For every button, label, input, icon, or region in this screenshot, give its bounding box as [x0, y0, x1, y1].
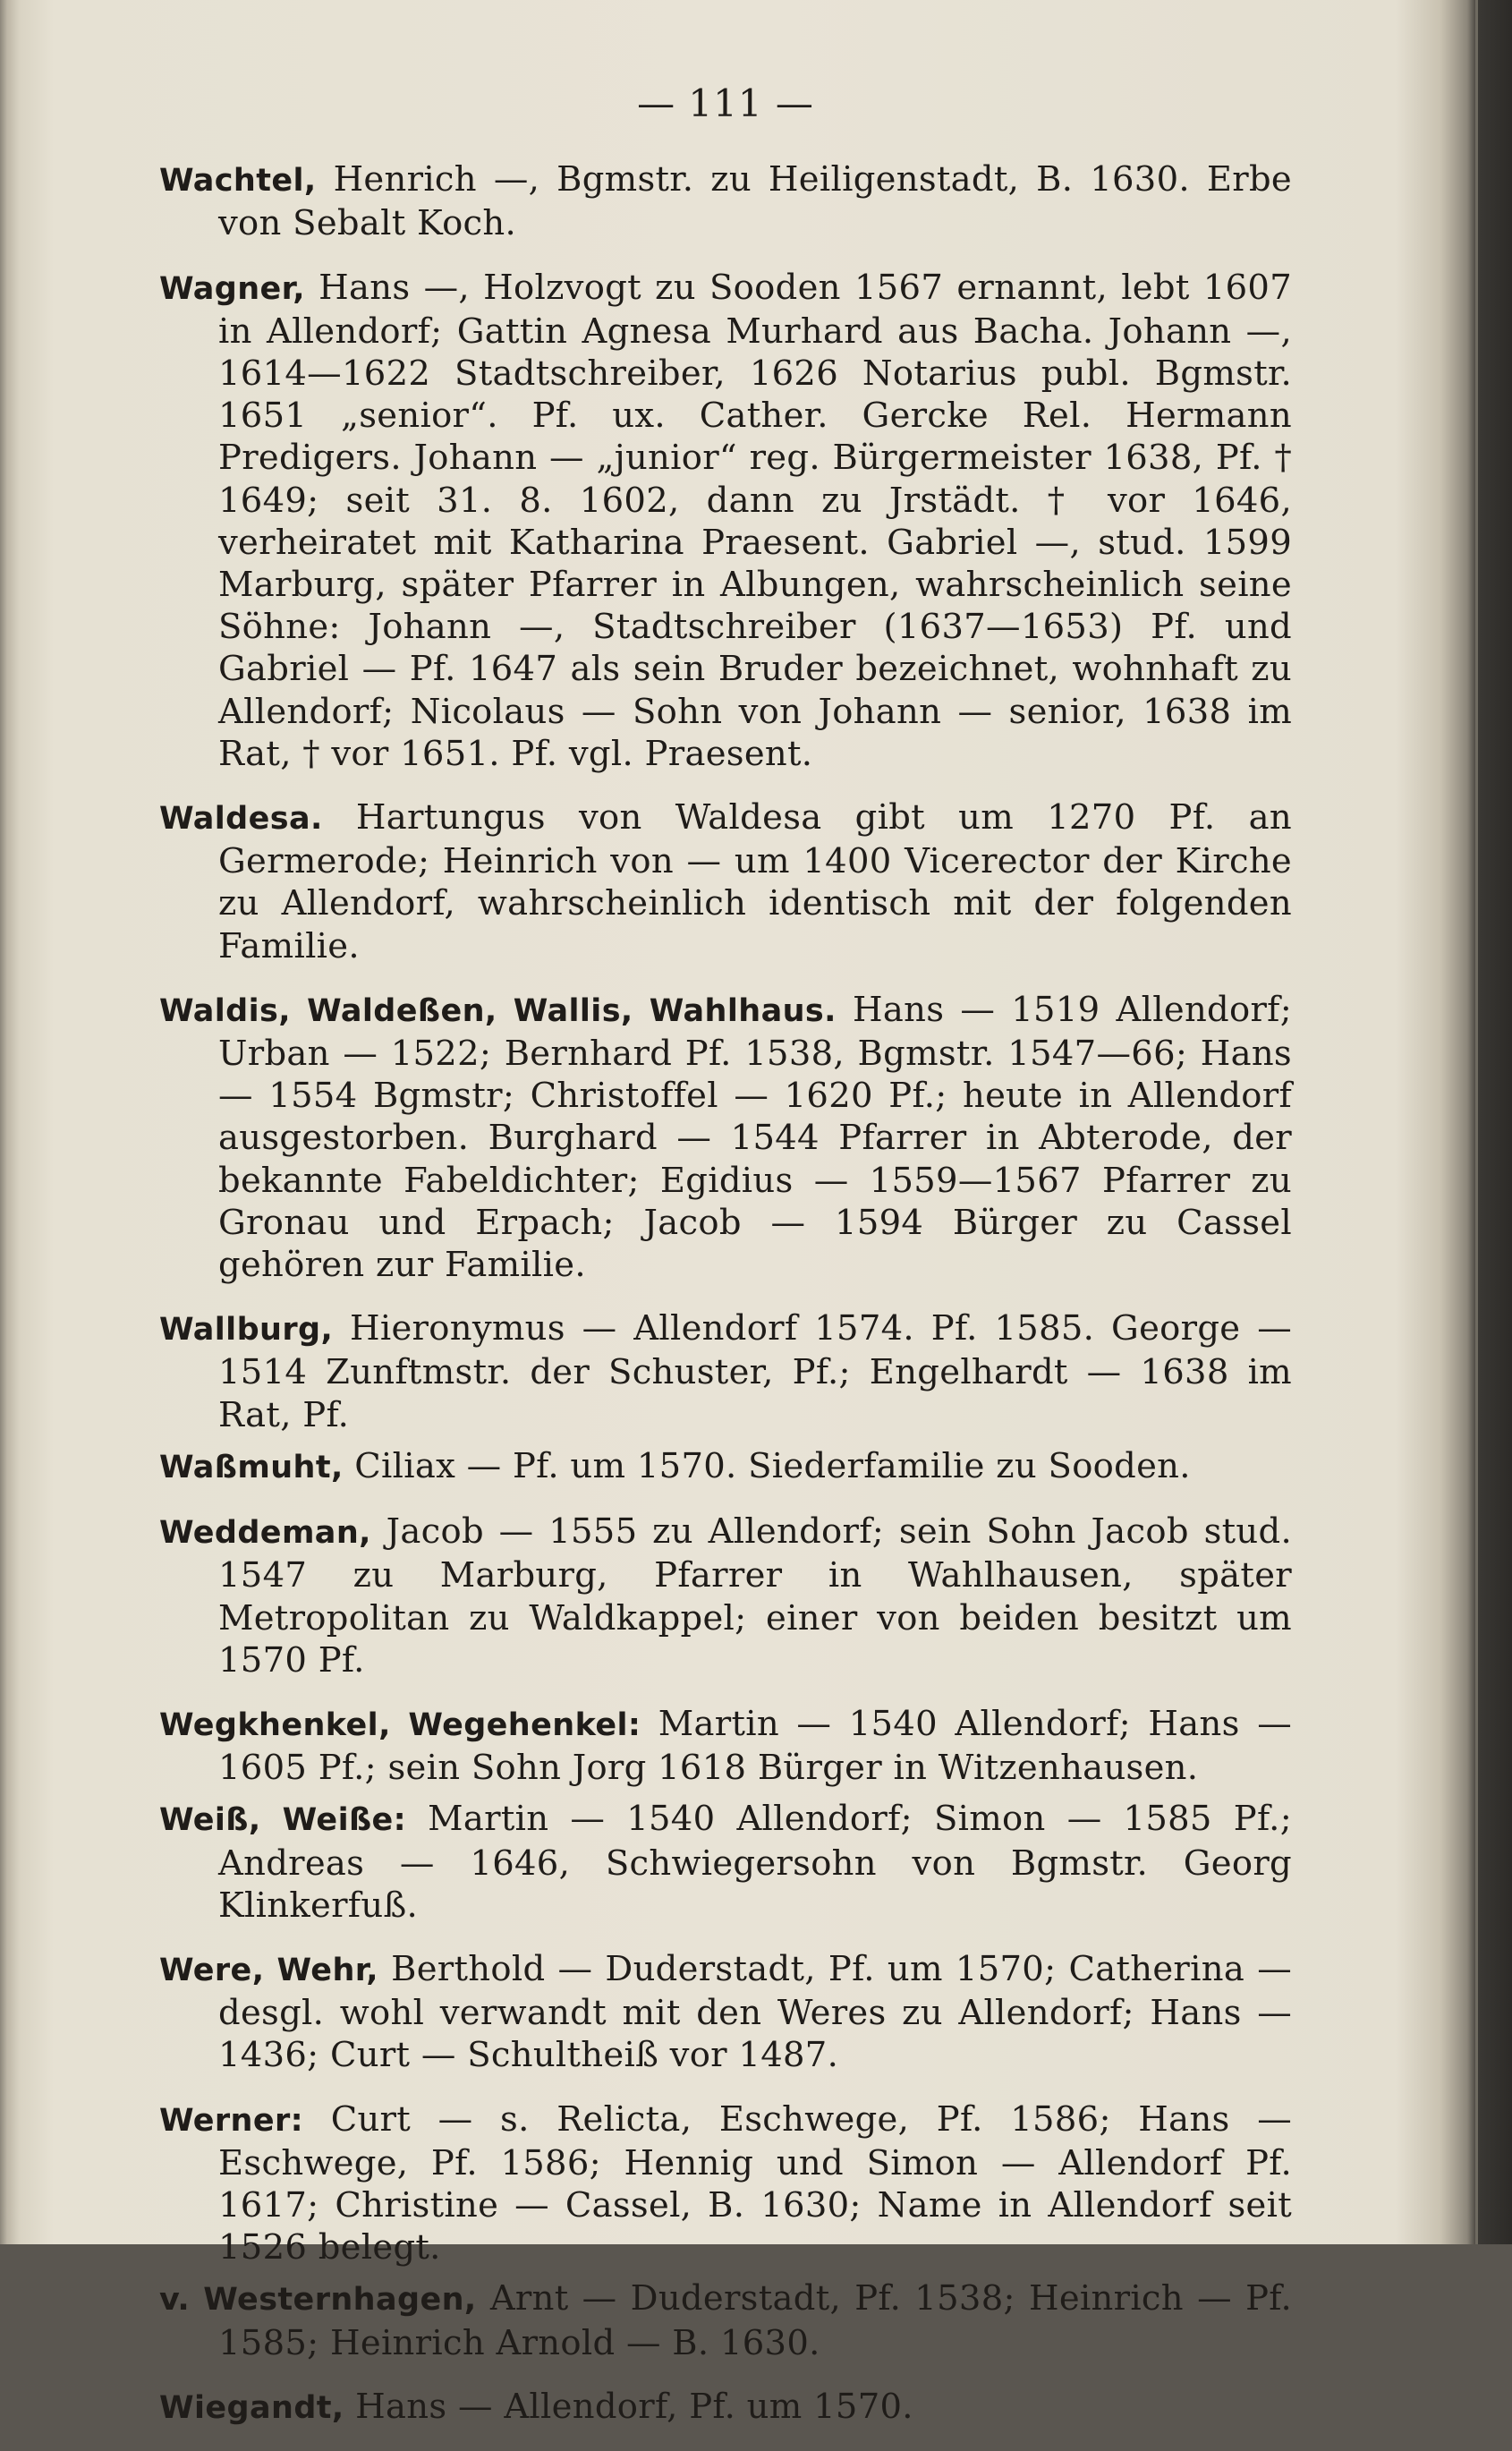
entry-wassmuht: [159, 1445, 1292, 1489]
entry-text: Jacob — 1555 zu Allendorf; sein Sohn Jacob stud. 1547 zu Marburg, Pfarrer in Wahlhausen, später Metropolitan zu Waldkappel; einer von beiden besitzt um 1570 Pf.: [218, 1511, 1292, 1681]
entry-wallburg: [159, 1307, 1292, 1436]
entry-headword: Were, Wehr,: [159, 1952, 378, 1988]
entry-text: Hans — Allendorf, Pf. um 1570.: [355, 2386, 913, 2427]
entry-weiss: [159, 1798, 1292, 1927]
entry-headword: Wallburg,: [159, 1312, 334, 1349]
entry-waldesa: [159, 796, 1292, 967]
page-content: [159, 82, 1292, 2451]
entry-headword: Weddeman,: [159, 1515, 371, 1552]
entry-weddeman: [159, 1511, 1292, 1681]
entry-headword: Wiegandt,: [159, 2389, 344, 2426]
entry-were: [159, 1948, 1292, 2077]
entry-text: Hieronymus — Allendorf 1574. Pf. 1585. George — 1514 Zunftmstr. der Schuster, Pf.; Engelhardt — 1638 im Rat, Pf.: [218, 1308, 1292, 1435]
entry-wiegandt: [159, 2386, 1292, 2430]
entry-headword: Wagner,: [159, 270, 305, 307]
entry-wegkhenkel: [159, 1703, 1292, 1789]
entry-text: Berthold — Duderstadt, Pf. um 1570; Catherina — desgl. wohl verwandt mit den Weres zu Allendorf; Hans — 1436; Curt — Schultheiß vor 1487.: [218, 1948, 1293, 2076]
entry-wachtel: [159, 158, 1292, 244]
entry-text: Arnt — Duderstadt, Pf. 1538; Heinrich — Pf. 1585; Heinrich Arnold — B. 1630.: [218, 2278, 1292, 2363]
entry-text: Martin — 1540 Allendorf; Hans — 1605 Pf.; sein Sohn Jorg 1618 Bürger in Witzenhausen.: [218, 1703, 1292, 1789]
entry-headword: Wachtel,: [159, 163, 317, 200]
entry-headword: Waldesa.: [159, 801, 323, 838]
entry-waldis: [159, 989, 1292, 1286]
entry-wagner: [159, 267, 1292, 775]
entry-text: Ciliax — Pf. um 1570. Siederfamilie zu Sooden.: [354, 1445, 1191, 1486]
entry-headword: Waßmuht,: [159, 1449, 344, 1485]
entry-text: Hans —, Holzvogt zu Sooden 1567 ernannt, lebt 1607 in Allendorf; Gattin Agnesa Murhard aus Bacha. Johann —, 1614—1622 Stadtschreiber, 1626 Notarius publ. Bgmstr. 1651 „senior“. Pf. ux. Cather. Gercke Rel. Hermann Predigers. Johann — „junior“ reg. Bürgermeister 1638, Pf. † 1649; seit 31. 8. 1602, dann zu Jrstädt. † vor 1646, verheiratet mit Katharina Praesent. Gabriel —, stud. 1599 Marburg, später Pfarrer in Albungen, wahrscheinlich seine Söhne: Johann —, Stadtschreiber (1637—1653) Pf. und Gabriel — Pf. 1647 als sein Bruder bezeichnet, wohnhaft zu Allendorf; Nicolaus — Sohn von Johann — senior, 1638 im Rat, † vor 1651. Pf. vgl. Praesent.: [218, 267, 1292, 774]
entry-text: Martin — 1540 Allendorf; Simon — 1585 Pf.; Andreas — 1646, Schwiegersohn von Bgmstr. Georg Klinkerfuß.: [218, 1799, 1292, 1926]
entry-text: Hartungus von Waldesa gibt um 1270 Pf. an Germerode; Heinrich von — um 1400 Vicerector der Kirche zu Allendorf, wahrscheinlich identisch mit der folgenden Familie.: [218, 797, 1292, 966]
entry-headword: Waldis, Waldeßen, Wallis, Wahlhaus.: [159, 992, 837, 1029]
entry-headword: Werner:: [159, 2102, 304, 2139]
page-number: — 111 —: [637, 81, 814, 125]
entry-werner: [159, 2098, 1292, 2269]
entry-headword: Wegkhenkel, Wegehenkel:: [159, 1706, 641, 1743]
entry-headword: v. Westernhagen,: [159, 2282, 477, 2319]
entry-headword: Weiß, Weiße:: [159, 1802, 407, 1839]
entry-westernhagen: [159, 2277, 1292, 2363]
entry-text: Hans — 1519 Allendorf; Urban — 1522; Bernhard Pf. 1538, Bgmstr. 1547—66; Hans — 1554 Bgmstr; Christoffel — 1620 Pf.; heute in Allendorf ausgestorben. Burghard — 1544 Pfarrer in Abterode, der bekannte Fabeldichter; Egidius — 1559—1567 Pfarrer zu Gronau und Erpach; Jacob — 1594 Bürger zu Cassel gehören zur Familie.: [218, 989, 1292, 1286]
entry-text: Henrich —, Bgmstr. zu Heiligenstadt, B. 1630. Erbe von Sebalt Koch.: [218, 159, 1292, 244]
book-page-edge: [1475, 0, 1478, 2244]
entry-text: Curt — s. Relicta, Eschwege, Pf. 1586; Hans — Eschwege, Pf. 1586; Hennig und Simon — Allendorf Pf. 1617; Christine — Cassel, B. 1630; Name in Allendorf seit 1526 belegt.: [218, 2098, 1292, 2268]
